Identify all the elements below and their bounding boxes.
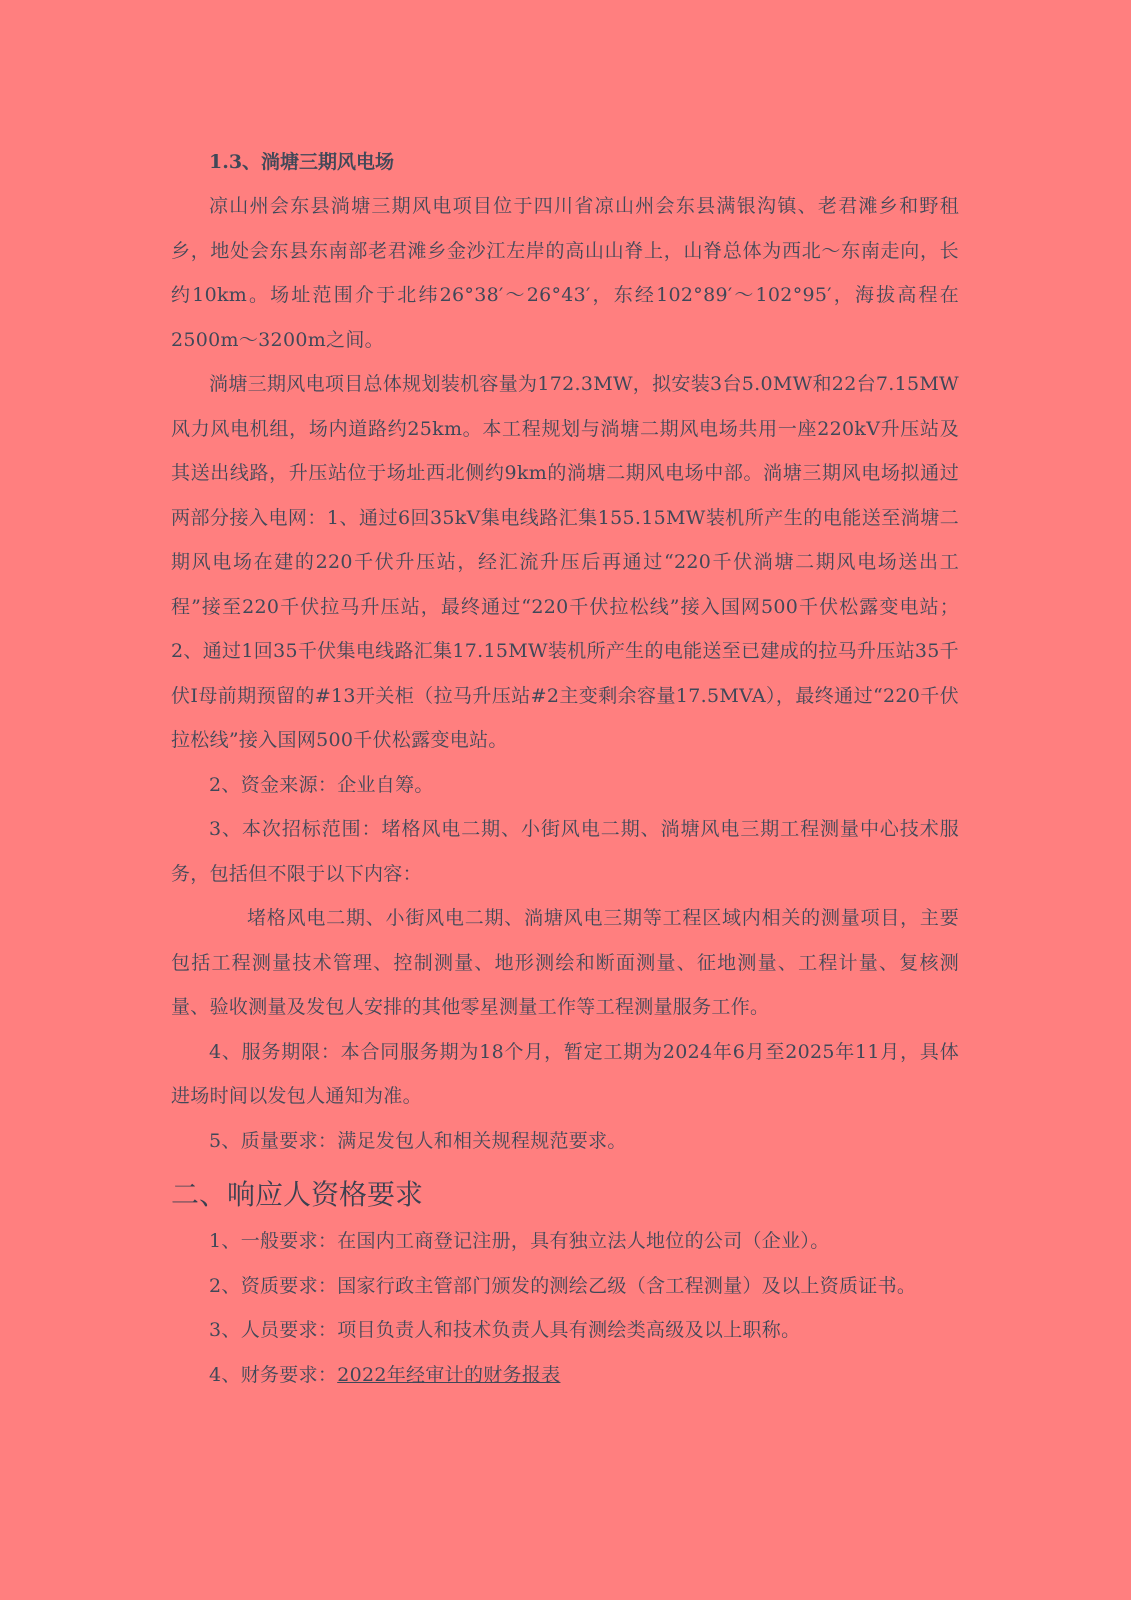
tender-scope-item: 3、本次招标范围：堵格风电二期、小街风电二期、淌塘风电三期工程测量中心技术服务，包括但不限于以下内容： (171, 818, 959, 885)
funding-source-item: 2、资金来源：企业自筹。 (209, 773, 434, 796)
section-1-3-capacity-paragraph: 淌塘三期风电项目总体规划装机容量为172.3MW，拟安装3台5.0MW和22台7.15MW风力风电机组，场内道路约25km。本工程规划与淌塘二期风电场共用一座220kV升压站及其送出线路，升压站位于场址西北侧约9km的淌塘二期风电场中部。淌塘三期风电场拟通过两部分接入电网：1、通过6回35kV集电线路汇集155.15MW装机所产生的电能送至淌塘二期风电场在建的220千伏升压站，经汇流升压后再通过“220千伏淌塘二期风电场送出工程”接至220千伏拉马升压站，最终通过“220千伏拉松线”接入国网500千伏松露变电站；2、通过1回35千伏集电线路汇集17.15MW装机所产生的电能送至已建成的拉马升压站35千伏Ⅰ母前期预留的#13开关柜（拉马升压站#2主变剩余容量17.5MVA），最终通过“220千伏拉松线”接入国网500千伏松露变电站。 (171, 373, 959, 751)
general-requirement-item: 1、一般要求：在国内工商登记注册，具有独立法人地位的公司（企业）。 (209, 1230, 830, 1252)
section-1-3-heading: 1.3、淌塘三期风电场 (209, 151, 395, 173)
financial-requirement-item (171, 1353, 959, 1398)
financial-report-link[interactable]: 2022年经审计的财务报表 (337, 1363, 561, 1386)
financial-requirement-label: 4、财务要求： (209, 1363, 338, 1386)
section-1-3-location-paragraph: 凉山州会东县淌塘三期风电项目位于四川省凉山州会东县满银沟镇、老君滩乡和野租乡，地处会东县东南部老君滩乡金沙江左岸的高山山脊上，山脊总体为西北～东南走向，长约10km。场址范围介于北纬26°38′～26°43′，东经102°89′～102°95′，海拔高程在2500m～3200m之间。 (171, 195, 959, 351)
service-period-item: 4、服务期限：本合同服务期为18个月，暂定工期为2024年6月至2025年11月，具体进场时间以发包人通知为准。 (171, 1040, 959, 1107)
section-2-heading: 二、响应人资格要求 (171, 1178, 424, 1211)
qualification-requirement-item: 2、资质要求：国家行政主管部门颁发的测绘乙级（含工程测量）及以上资质证书。 (209, 1274, 917, 1297)
quality-requirement-item: 5、质量要求：满足发包人和相关规程规范要求。 (209, 1129, 627, 1152)
document-page (171, 140, 959, 1397)
personnel-requirement-item: 3、人员要求：项目负责人和技术负责人具有测绘类高级及以上职称。 (209, 1319, 801, 1341)
tender-scope-detail: 堵格风电二期、小街风电二期、淌塘风电三期等工程区域内相关的测量项目，主要包括工程测量技术管理、控制测量、地形测绘和断面测量、征地测量、工程计量、复核测量、验收测量及发包人安排的其他零星测量工作等工程测量服务工作。 (171, 907, 959, 1018)
